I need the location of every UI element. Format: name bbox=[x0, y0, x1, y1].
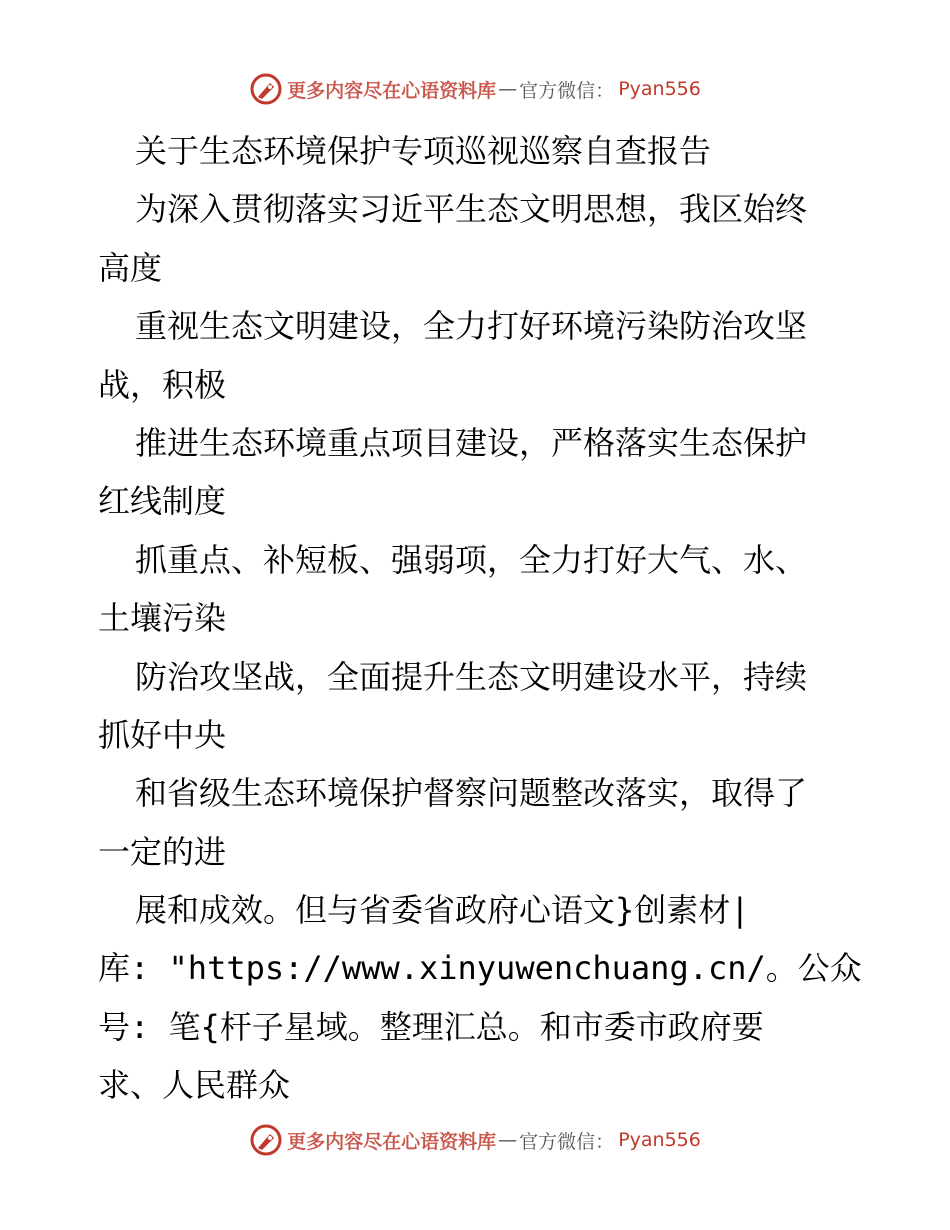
paragraph-line: 红线制度 bbox=[98, 482, 227, 521]
watermark-separator: — bbox=[498, 1129, 518, 1151]
watermark-wechat-label: 官方微信： bbox=[519, 1130, 615, 1153]
paragraph-line: 号: 笔{杆子星域。整理汇总。和市委市政府要 bbox=[98, 1007, 764, 1046]
paragraph-line: 抓好中央 bbox=[98, 715, 227, 754]
watermark-wechat-id: Pyan556 bbox=[618, 1129, 701, 1151]
paragraph-line: 一定的进 bbox=[98, 832, 227, 871]
document-title: 关于生态环境保护专项巡视巡察自查报告 bbox=[135, 132, 712, 170]
paragraph-line: 和省级生态环境保护督察问题整改落实，取得了 bbox=[135, 774, 808, 813]
watermark-wechat-id: Pyan556 bbox=[618, 78, 701, 100]
pen-nib-logo-icon bbox=[249, 72, 283, 106]
paragraph-line: 库: "https://www.xinyuwenchuang.cn/。公众 bbox=[98, 949, 862, 988]
paragraph-line: 推进生态环境重点项目建设，严格落实生态保护 bbox=[135, 423, 808, 462]
pen-nib-logo-icon bbox=[249, 1123, 283, 1157]
footer-watermark bbox=[0, 1120, 950, 1160]
paragraph-line: 求、人民群众 bbox=[98, 1066, 291, 1105]
watermark-main-text: 更多内容尽在心语资料库 bbox=[287, 79, 497, 102]
watermark-wechat-label: 官方微信： bbox=[519, 79, 615, 102]
paragraph-line: 防治攻坚战，全面提升生态文明建设水平，持续 bbox=[135, 657, 808, 696]
paragraph-line: 战，积极 bbox=[98, 365, 227, 404]
paragraph-line: 土壤污染 bbox=[98, 599, 227, 638]
paragraph-line: 高度 bbox=[98, 248, 163, 287]
paragraph-line: 重视生态文明建设，全力打好环境污染防治攻坚 bbox=[135, 307, 808, 346]
watermark-main-text: 更多内容尽在心语资料库 bbox=[287, 1130, 497, 1153]
paragraph-line: 为深入贯彻落实习近平生态文明思想，我区始终 bbox=[135, 190, 808, 229]
paragraph-line: 抓重点、补短板、强弱项，全力打好大气、水、 bbox=[135, 540, 808, 579]
watermark-separator: — bbox=[498, 78, 518, 100]
paragraph-line: 展和成效。但与省委省政府心语文}创素材| bbox=[135, 891, 750, 930]
header-watermark bbox=[0, 69, 950, 109]
document-body bbox=[98, 122, 862, 1115]
